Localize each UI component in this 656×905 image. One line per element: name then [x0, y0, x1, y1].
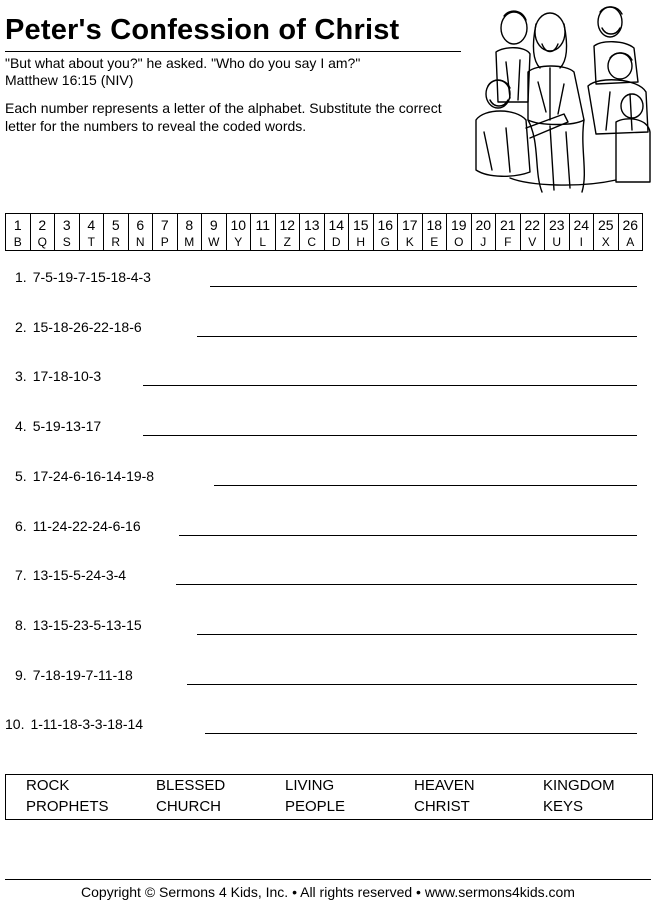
cipher-number: 26	[622, 217, 639, 233]
cipher-letter: Q	[37, 235, 47, 249]
puzzle-code: 13-15-23-5-13-15	[32, 616, 142, 633]
copyright-footer: Copyright © Sermons 4 Kids, Inc. • All rights reserved • www.sermons4kids.com	[81, 884, 575, 900]
cipher-key-cell	[251, 214, 276, 251]
answer-line[interactable]	[197, 634, 637, 635]
puzzle-item	[15, 468, 154, 484]
answer-line[interactable]	[179, 535, 637, 536]
puzzle-code: 5-19-13-17	[32, 418, 102, 435]
puzzle-number: 4.	[15, 418, 27, 435]
cipher-letter: N	[135, 235, 145, 249]
cipher-letter: F	[504, 235, 512, 249]
cipher-letter: C	[307, 235, 317, 249]
cipher-letter: D	[331, 235, 341, 249]
answer-line[interactable]	[205, 733, 637, 734]
puzzle-code: 1-11-18-3-3-18-14	[30, 716, 144, 733]
cipher-key-cell	[520, 214, 545, 251]
cipher-key-cell	[153, 214, 178, 251]
cipher-key-cell	[422, 214, 447, 251]
word-bank-item: CHRIST	[414, 798, 470, 815]
cipher-letter: Z	[283, 235, 291, 249]
cipher-letter: Y	[234, 235, 243, 249]
cipher-key-cell	[324, 214, 349, 251]
word-bank-item: PROPHETS	[26, 798, 109, 815]
puzzle-item	[15, 567, 126, 583]
word-bank-item: BLESSED	[156, 777, 226, 794]
cipher-key-cell	[300, 214, 325, 251]
cipher-key-table	[5, 213, 643, 251]
cipher-number: 3	[62, 217, 71, 233]
cipher-key-cell	[373, 214, 398, 251]
puzzle-number: 1.	[15, 269, 27, 285]
cipher-key-cell	[30, 214, 55, 251]
instructions: Each number represents a letter of the alphabet. Substitute the correct letter for the numbers to reveal the coded words.	[5, 100, 442, 134]
cipher-key-cell	[496, 214, 521, 251]
cipher-key-cell	[55, 214, 80, 251]
cipher-letter: U	[552, 235, 562, 249]
puzzle-code: 17-24-6-16-14-19-8	[32, 467, 155, 484]
cipher-key-cell	[128, 214, 153, 251]
puzzle-item	[15, 319, 142, 335]
cipher-key-cell	[618, 214, 643, 251]
cipher-number: 16	[377, 217, 394, 233]
cipher-letter: B	[13, 235, 22, 249]
cipher-number: 8	[185, 217, 194, 233]
puzzle-code: 13-15-5-24-3-4	[32, 567, 127, 584]
answer-line[interactable]	[143, 385, 637, 386]
cipher-number: 19	[450, 217, 467, 233]
cipher-key-cell	[226, 214, 251, 251]
puzzle-item	[15, 518, 141, 534]
cipher-letter: E	[430, 235, 439, 249]
cipher-number: 21	[499, 217, 516, 233]
cipher-number: 4	[87, 217, 96, 233]
cipher-letter: P	[160, 235, 169, 249]
page-title: Peter's Confession of Christ	[5, 14, 400, 46]
cipher-number: 1	[13, 217, 22, 233]
cipher-number: 20	[475, 217, 492, 233]
cipher-letter: W	[208, 235, 220, 249]
puzzle-item	[15, 269, 151, 285]
cipher-key-cell	[177, 214, 202, 251]
answer-line[interactable]	[143, 435, 637, 436]
word-bank-item: KINGDOM	[543, 777, 615, 794]
cipher-key-cell	[79, 214, 104, 251]
cipher-key-cell	[275, 214, 300, 251]
puzzle-code: 7-18-19-7-11-18	[32, 666, 133, 683]
puzzle-number: 7.	[15, 567, 27, 584]
cipher-key-cell	[545, 214, 570, 251]
cipher-letter: H	[356, 235, 366, 249]
cipher-letter: O	[454, 235, 464, 249]
cipher-number: 2	[38, 217, 47, 233]
cipher-key-cell	[447, 214, 472, 251]
puzzle-number: 10.	[5, 716, 25, 733]
answer-line[interactable]	[197, 336, 637, 337]
cipher-key-cell	[6, 214, 31, 251]
puzzle-item	[15, 418, 101, 434]
cipher-number: 18	[426, 217, 443, 233]
puzzle-code: 11-24-22-24-6-16	[32, 517, 141, 534]
cipher-key-cell	[398, 214, 423, 251]
cipher-number: 17	[401, 217, 418, 233]
cipher-number: 24	[573, 217, 590, 233]
cipher-letter: L	[259, 235, 267, 249]
word-bank-item: KEYS	[543, 798, 584, 815]
title-divider	[5, 51, 461, 52]
cipher-key-cell	[594, 214, 619, 251]
puzzle-item	[5, 716, 143, 732]
puzzle-number: 2.	[15, 318, 27, 335]
puzzle-item	[15, 368, 101, 384]
cipher-letter: I	[579, 235, 583, 249]
cipher-letter: X	[601, 235, 610, 249]
answer-line[interactable]	[210, 286, 637, 287]
cipher-number: 5	[111, 217, 120, 233]
word-bank-item: PEOPLE	[285, 798, 346, 815]
word-bank-item: LIVING	[285, 777, 335, 794]
cipher-number: 13	[303, 217, 320, 233]
cipher-letter: V	[528, 235, 537, 249]
cipher-number: 23	[548, 217, 565, 233]
cipher-letter: J	[480, 235, 487, 249]
puzzle-number: 6.	[15, 517, 27, 534]
cipher-number: 12	[279, 217, 296, 233]
cipher-letter: T	[87, 235, 95, 249]
cipher-key-cell	[104, 214, 129, 251]
answer-line[interactable]	[187, 684, 637, 685]
puzzle-number: 3.	[15, 368, 27, 385]
cipher-number: 25	[597, 217, 614, 233]
cipher-key-cell	[471, 214, 496, 251]
puzzle-number: 5.	[15, 467, 27, 484]
cipher-number: 10	[230, 217, 247, 233]
cipher-letter: M	[184, 235, 195, 249]
puzzle-item	[15, 617, 142, 633]
cipher-letter: R	[111, 235, 121, 249]
footer-divider	[5, 879, 651, 880]
cipher-number: 22	[524, 217, 541, 233]
cipher-key-cell	[569, 214, 594, 251]
puzzle-number: 9.	[15, 666, 27, 683]
cipher-number: 14	[328, 217, 345, 233]
cipher-number: 7	[160, 217, 169, 233]
puzzle-code: 15-18-26-22-18-6	[32, 318, 142, 335]
scripture-quote	[5, 55, 360, 89]
cipher-letter: S	[62, 235, 71, 249]
cipher-number: 9	[209, 217, 218, 233]
cipher-number: 15	[352, 217, 369, 233]
cipher-letter: A	[626, 235, 635, 249]
word-bank-item: ROCK	[26, 777, 70, 794]
cipher-number: 6	[136, 217, 145, 233]
cipher-number: 11	[255, 217, 271, 233]
word-bank-item: CHURCH	[156, 798, 221, 815]
cipher-key-cell	[202, 214, 227, 251]
quote-reference: Matthew 16:15 (NIV)	[5, 72, 134, 88]
answer-line[interactable]	[214, 485, 637, 486]
puzzle-item	[15, 667, 133, 683]
puzzle-code: 17-18-10-3	[32, 368, 102, 385]
cipher-letter: K	[405, 235, 414, 249]
cipher-letter: G	[380, 235, 390, 249]
word-bank-item: HEAVEN	[414, 777, 475, 794]
jesus-disciples-illustration	[470, 2, 652, 194]
puzzle-number: 8.	[15, 616, 27, 633]
quote-text: "But what about you?" he asked. "Who do you say I am?"	[5, 55, 361, 71]
puzzle-code: 7-5-19-7-15-18-4-3	[32, 269, 151, 285]
answer-line[interactable]	[176, 584, 637, 585]
word-bank	[5, 774, 653, 820]
cipher-key-cell	[349, 214, 374, 251]
